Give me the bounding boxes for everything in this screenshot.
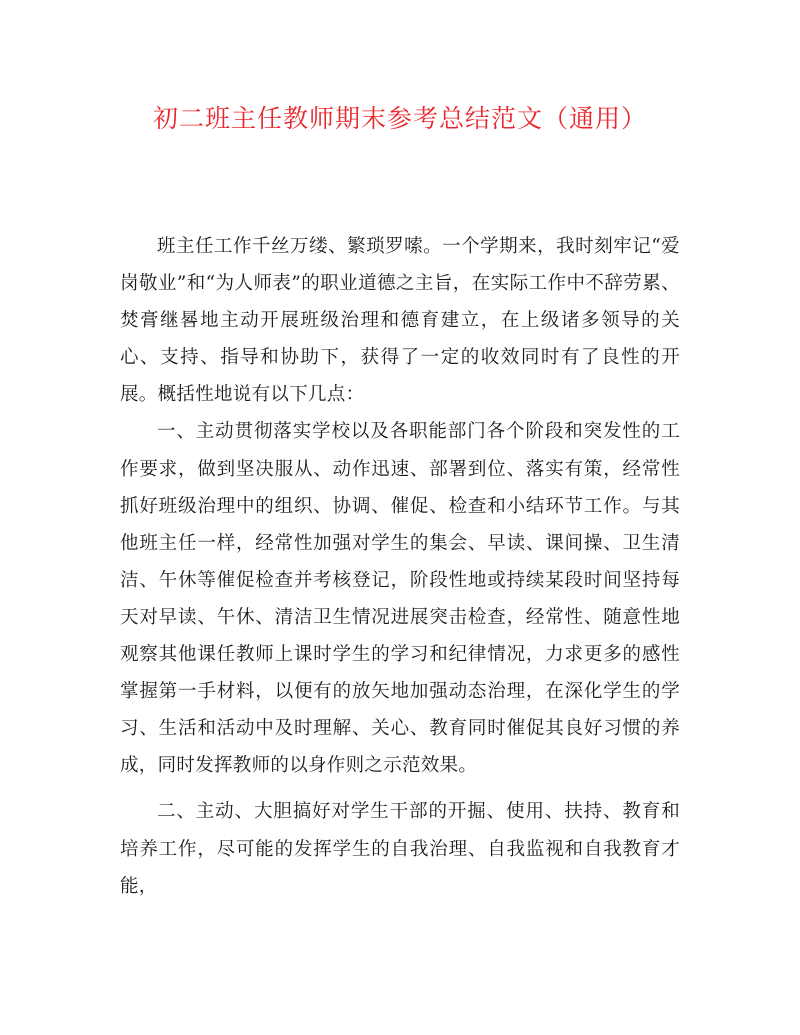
paragraph-intro: 班主任工作千丝万缕、繁琐罗嗦。一个学期来，我时刻牢记“爱岗敬业”和“为人师表”的职业道德之主旨，在实际工作中不辞劳累、焚膏继晷地主动开展班级治理和德育建立，在上级诸多领导的关心、支持、指导和协助下，获得了一定的收效同时有了良性的开展。概括性地说有以下几点： [120, 236, 680, 406]
paragraph-point-one: 一、主动贯彻落实学校以及各职能部门各个阶段和突发性的工作要求，做到坚决服从、动作迅速、部署到位、落实有策，经常性抓好班级治理中的组织、协调、催促、检查和小结环节工作。与其他班主任一样，经常性加强对学生的集会、早读、课间操、卫生清洁、午休等催促检查并考核登记，阶段性地或持续某段时间坚持每天对早读、午休、清洁卫生情况进展突击检查，经常性、随意性地观察其他课任教师上课时学生的学习和纪律情况，力求更多的感性掌握第一手材料，以便有的放矢地加强动态治理，在深化学生的学习、生活和活动中及时理解、关心、教育同时催促其良好习惯的养成，同时发挥教师的以身作则之示范效果。 [120, 421, 680, 777]
document-title: 初二班主任教师期末参考总结范文（通用） [152, 104, 647, 133]
document-body [120, 228, 680, 905]
paragraph-point-two: 二、主动、大胆搞好对学生干部的开掘、使用、扶持、教育和培养工作，尽可能的发挥学生的自我治理、自我监视和自我教育才能， [120, 801, 680, 897]
